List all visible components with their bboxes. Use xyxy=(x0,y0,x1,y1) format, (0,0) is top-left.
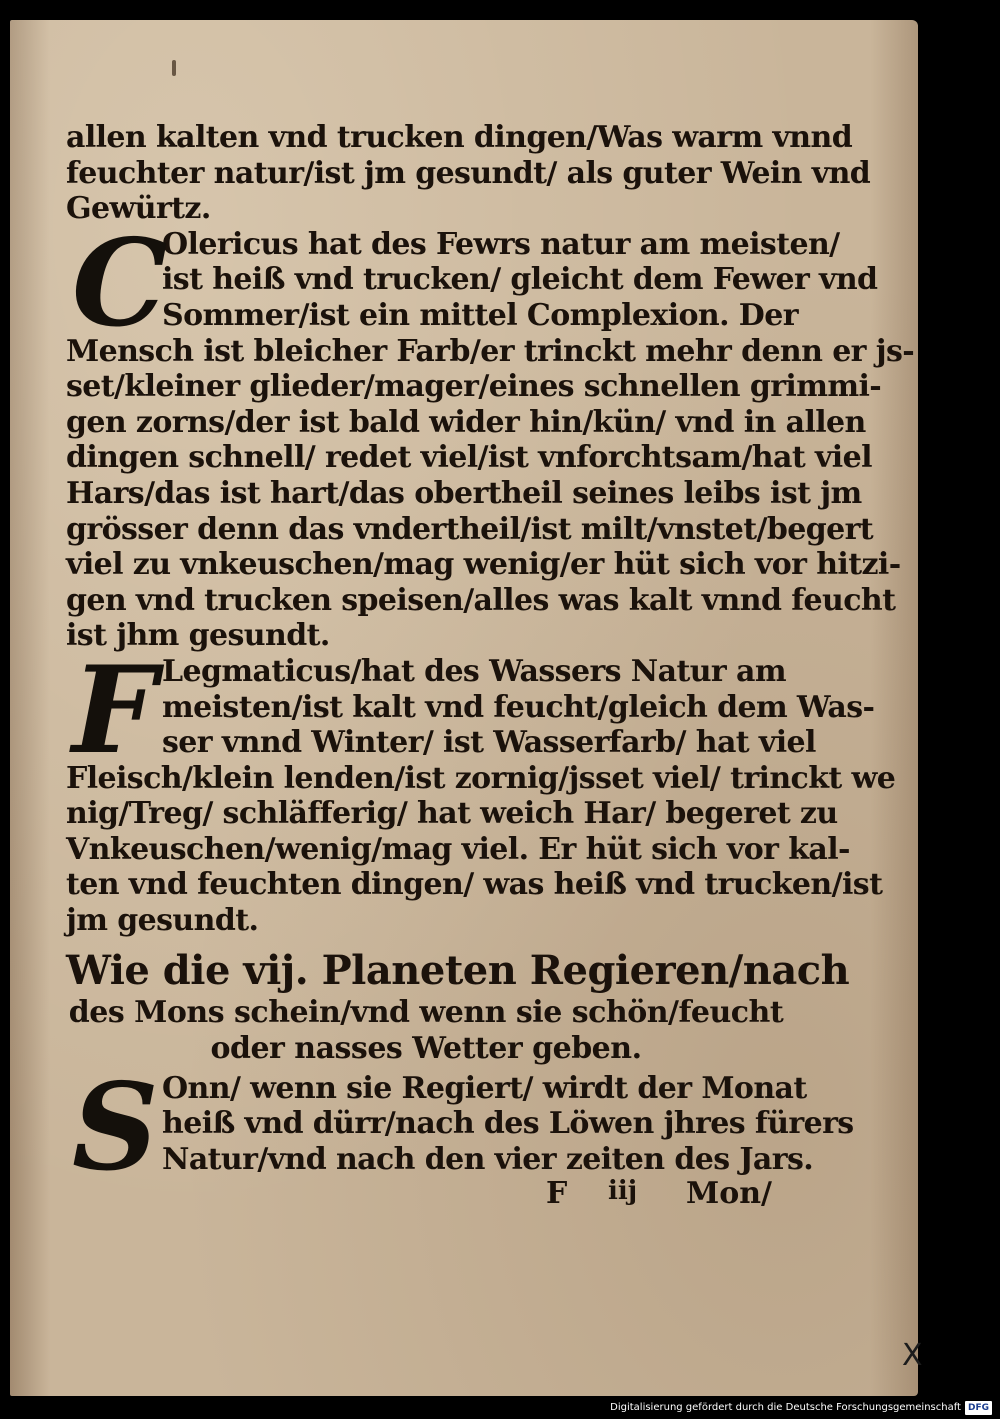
catchword: Mon/ xyxy=(686,1176,772,1211)
credit-text: Digitalisierung gefördert durch die Deutsche Forschungsgemeinschaft xyxy=(610,1402,961,1413)
text-line: meisten/ist kalt vnd feucht/gleich dem Was- xyxy=(162,689,875,725)
signature-line xyxy=(526,1176,796,1212)
paragraph-phlegmaticus xyxy=(66,639,896,939)
signature-mark: F xyxy=(546,1176,568,1211)
page-mark xyxy=(172,60,176,76)
text-line: ten vnd feuchten dingen/ was heiß vnd trucken/ist xyxy=(66,867,883,903)
text-line: heiß vnd dürr/nach des Löwen jhres fürers xyxy=(162,1106,854,1142)
text-line: gen vnd trucken speisen/alles was kalt vnnd feucht xyxy=(66,582,896,618)
book-page xyxy=(10,20,923,1396)
text-line: Fleisch/klein lenden/ist zornig/jsset viel/ trinckt we xyxy=(66,760,896,796)
text-line: Legmaticus/hat des Wassers Natur am xyxy=(162,653,786,689)
text-line: ist heiß vnd trucken/ gleicht dem Fewer vnd xyxy=(162,262,878,298)
drop-cap-initial: F xyxy=(72,639,158,781)
text-line: viel zu vnkeuschen/mag wenig/er hüt sich vor hitzi- xyxy=(66,547,901,583)
drop-cap-initial: C xyxy=(72,212,168,354)
text-line: allen kalten vnd trucken dingen/Was warm vnnd xyxy=(66,120,853,155)
text-line: ser vnnd Winter/ ist Wasserfarb/ hat viel xyxy=(162,725,816,761)
text-line: Mensch ist bleicher Farb/er trinckt mehr denn er js- xyxy=(66,333,915,369)
text-line: dingen schnell/ redet viel/ist vnforchtsam/hat viel xyxy=(66,440,872,476)
text-line: Natur/vnd nach den vier zeiten des Jars. xyxy=(162,1141,814,1177)
footer-credit xyxy=(610,1401,992,1415)
text-line: Sommer/ist ein mittel Complexion. Der xyxy=(162,297,798,333)
text-line: Onn/ wenn sie Regiert/ wirdt der Monat xyxy=(162,1070,807,1106)
section-subheading: oder nasses Wetter geben. xyxy=(210,1030,642,1066)
dfg-logo-icon: DFG xyxy=(965,1401,992,1415)
pencil-note: X xyxy=(902,1338,923,1373)
text-line: jm gesundt. xyxy=(66,903,259,939)
text-line: feuchter natur/ist jm gesundt/ als guter Wein vnd xyxy=(66,155,871,191)
text-line: Gewürtz. xyxy=(66,191,211,227)
signature-number: iij xyxy=(608,1176,638,1206)
text-line: ist jhm gesundt. xyxy=(66,618,330,654)
text-line: Hars/das ist hart/das obertheil seines leibs ist jm xyxy=(66,475,862,511)
text-line: Olericus hat des Fewrs natur am meisten/ xyxy=(162,226,840,262)
text-line: Vnkeuschen/wenig/mag viel. Er hüt sich vor kal- xyxy=(66,831,850,867)
text-line: nig/Treg/ schläfferig/ hat weich Har/ begeret zu xyxy=(66,796,838,832)
drop-cap-initial: S xyxy=(72,1056,159,1198)
section-subheading: des Mons schein/vnd wenn sie schön/feucht xyxy=(68,994,784,1030)
text-line: grösser denn das vndertheil/ist milt/vnstet/begert xyxy=(66,511,874,547)
text-line: gen zorns/der ist bald wider hin/kün/ vnd in allen xyxy=(66,404,866,440)
text-line: set/kleiner glieder/mager/eines schnellen grimmi- xyxy=(66,369,882,405)
paragraph-cholericus xyxy=(66,212,915,654)
section-heading: Wie die vij. Planeten Regieren/nach xyxy=(66,946,850,994)
